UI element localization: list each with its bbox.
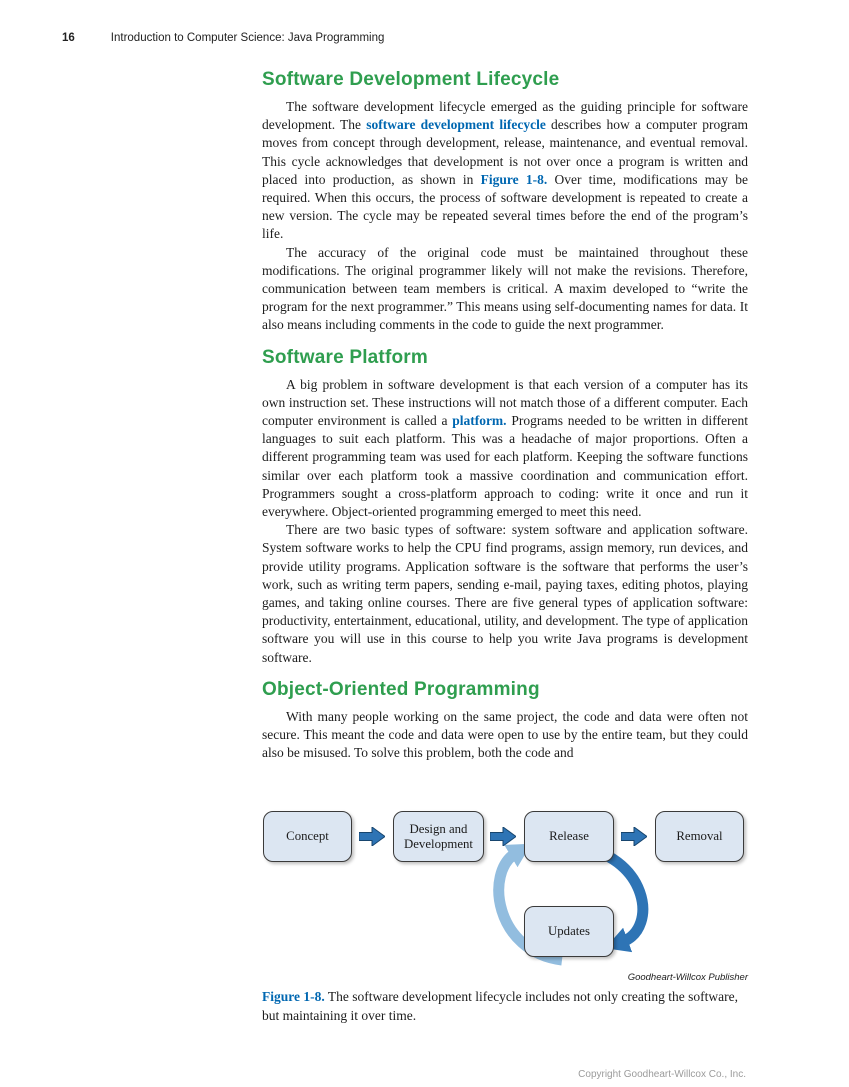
flowchart-node-concept: Concept: [263, 811, 352, 862]
figure-caption: [262, 988, 748, 1025]
book-title: Introduction to Computer Science: Java Programming: [110, 32, 385, 44]
main-content: [262, 69, 748, 763]
lifecycle-flowchart: [262, 800, 748, 970]
flowchart-node-updates: Updates: [524, 906, 614, 957]
figure-caption-label: Figure 1-8.: [262, 989, 325, 1004]
copyright-notice: Copyright Goodheart-Willcox Co., Inc.: [578, 1069, 746, 1080]
body-text: A big problem in software development is that each version of a computer has its own instruction set. These instructions will not match those of a different computer. Each computer environment is called a: [262, 376, 748, 429]
paragraph: With many people working on the same project, the code and data were often not secure. This meant the code and data were open to use by the entire team, but they could also be misused. To solve this problem, both the code and: [262, 708, 748, 761]
flowchart-node-design-development: Design and Development: [393, 811, 484, 862]
body-text: Over time, modifications may be required. When this occurs, the process of software development is repeated to create a new version. The cycle may be repeated several times before the end of the program’s life.: [262, 171, 749, 242]
body-text: The software development lifecycle emerged as the guiding principle for software development. The: [262, 99, 748, 133]
paragraph: The accuracy of the original code must be maintained throughout these modifications. The original programmer likely will not make the revisions. Therefore, communication between team members is critical. A maxim developed to “write the program for the next programmer.” This means using self-documenting names for data. It also means including comments in the code to guide the next programmer.: [262, 244, 748, 333]
body-text: Programs needed to be written in different languages to suit each platform. This was a headache of major proportions. Often a different programming team was used for each platform. Keeping the software functions similar over each platform took a massive coordination and communication effort. Programmers sought a cross-platform approach to coding: write it once and run it everywhere. Object-oriented programming emerged to meet this need.: [262, 413, 748, 520]
key-term-platform: platform.: [452, 413, 507, 429]
right-arrow-icon: [621, 827, 647, 846]
right-arrow-icon: [359, 827, 385, 846]
section-heading-software-platform: Software Platform: [262, 346, 428, 368]
running-header: [62, 32, 384, 44]
flowchart-node-release: Release: [524, 811, 614, 862]
paragraph: [262, 98, 748, 244]
figure-caption-text: The software development lifecycle includes not only creating the software, but maintaining it over time.: [262, 989, 738, 1023]
paragraph: [262, 376, 748, 522]
key-term-software-development-lifecycle: software development lifecycle: [366, 117, 546, 133]
figure-reference: Figure 1-8.: [480, 171, 548, 187]
body-text: describes how a computer program moves from concept through development, release, maintenance, and eventual removal. This cycle acknowledges that development is not over once a program is written and placed into production, as shown in: [262, 117, 749, 187]
section-heading-object-oriented-programming: Object-Oriented Programming: [262, 678, 540, 700]
figure-credit: Goodheart-Willcox Publisher: [627, 972, 748, 983]
figure-1-8: [262, 800, 748, 1025]
right-arrow-icon: [490, 827, 516, 846]
paragraph: There are two basic types of software: system software and application software. System software works to help the CPU find programs, assign memory, run devices, and provide utility programs. Application software is the software that performs the user’s work, such as writing term papers, sending e-mail, paying taxes, editing photos, playing games, and taking online courses. There are five general types of application software: productivity, entertainment, educational, utility, and development. The type of application software you will use in this course to help you write Java programs is development software.: [262, 522, 748, 665]
section-heading-software-development-lifecycle: Software Development Lifecycle: [262, 69, 560, 90]
page-number: 16: [62, 32, 75, 44]
flowchart-node-removal: Removal: [655, 811, 744, 862]
